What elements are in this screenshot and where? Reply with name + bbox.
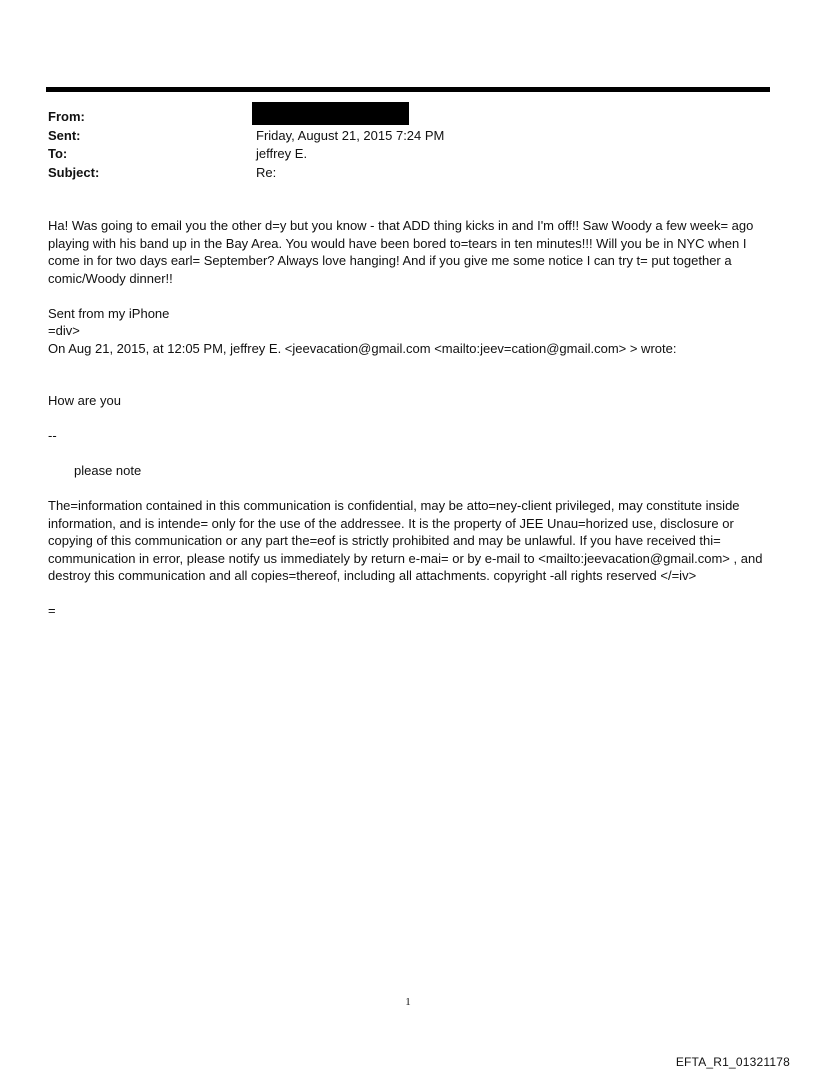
sent-value: Friday, August 21, 2015 7:24 PM: [256, 127, 445, 143]
trailing-equals: =: [48, 603, 56, 618]
email-body: [48, 217, 768, 620]
header-rule: [46, 87, 770, 92]
to-value: jeffrey E.: [256, 146, 308, 161]
sent-from-line: Sent from my iPhone: [48, 305, 170, 321]
to-label: To:: [48, 146, 68, 161]
quoted-message: How are you: [48, 393, 121, 408]
subject-row: [48, 164, 748, 183]
from-label: From:: [48, 109, 85, 124]
div-tag-line: =div>: [48, 323, 80, 338]
subject-value: Re:: [256, 164, 277, 180]
disclaimer-text: The=information contained in this communication is confidential, may be atto=ney-client privileged, may constitute inside information, and is intende= only for the use of the addressee. It is the property of JEE Unau=horized use, disclosure or copying of this communication or any part the=eof is strictly prohibited and may be unlawful. If you have received thi= communication in error, please notify us immediately by return e-mai= or by e-mail to <mailto:jeevacation@gmail.com> , and destroy this communication and all copies=thereof, including all attachments. copyright -all rights reserved </=iv>: [48, 498, 767, 583]
sent-label: Sent:: [48, 127, 81, 143]
quote-header: On Aug 21, 2015, at 12:05 PM, jeffrey E. <jeevacation@gmail.com <mailto:jeev=cation@gmail.com> > wrote:: [48, 340, 677, 356]
redaction-box: [252, 102, 409, 125]
please-note: please note: [74, 463, 142, 478]
signature-separator: --: [48, 428, 57, 443]
to-row: [48, 145, 748, 164]
email-header: [48, 108, 748, 182]
message-paragraph: Ha! Was going to email you the other d=y but you know - that ADD thing kicks in and I'm off!! Saw Woody a few week= ago playing with his band up in the Bay Area. You would have been bored to=tears in ten minutes!!! Will you be in NYC when I come in for two days earl= September? Always love hanging! And if you give me some notice I can try t= put together a comic/Woody dinner!!: [48, 218, 757, 286]
document-id: EFTA_R1_01321178: [675, 1055, 790, 1069]
page-number: 1: [405, 996, 411, 1008]
subject-label: Subject:: [48, 164, 100, 180]
sent-row: [48, 127, 748, 146]
from-row: [48, 108, 748, 127]
